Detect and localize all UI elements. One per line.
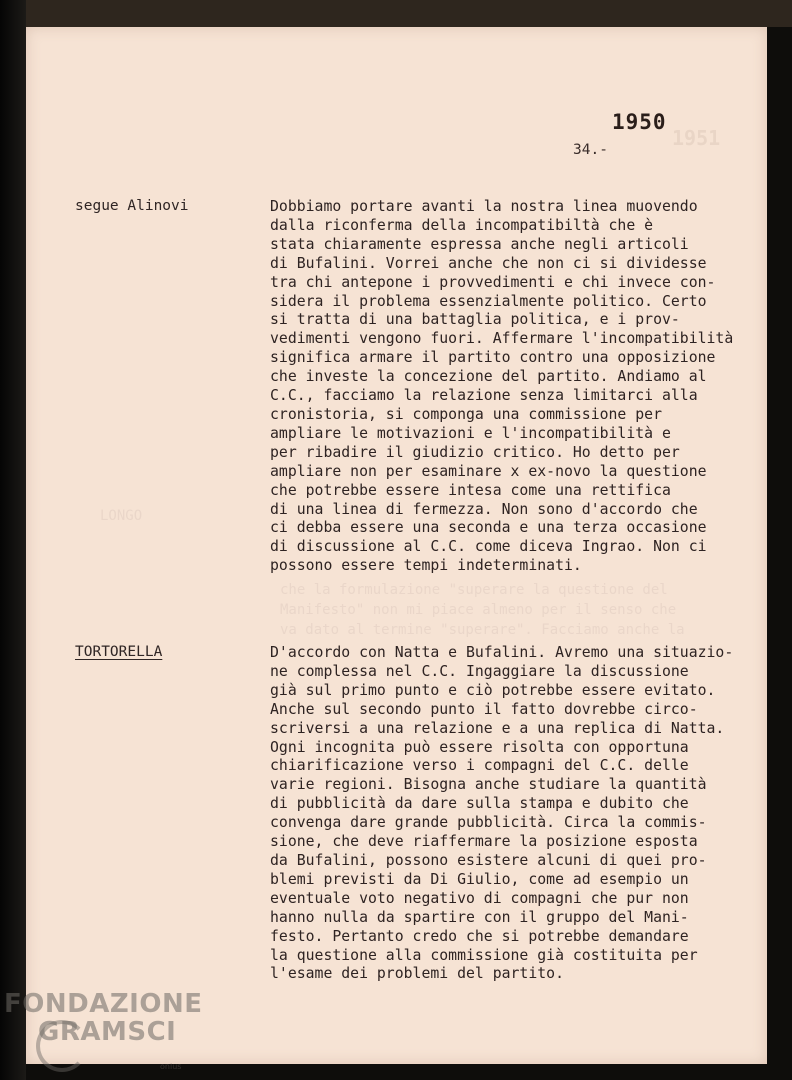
text-line: tra chi antepone i provvedimenti e chi invece con- (270, 273, 716, 291)
text-line: per ribadire il giudizio critico. Ho detto per (270, 443, 680, 461)
text-line: sione, che deve riaffermare la posizione esposta (270, 833, 698, 851)
speech-paragraph (270, 644, 770, 984)
text-line: hanno nulla da spartire con il gruppo del Mani- (270, 908, 689, 926)
speech-paragraph (270, 198, 770, 576)
text-line: possono essere tempi indeterminati. (270, 557, 582, 575)
bleed-through-line: Manifesto" non mi piace almeno per il senso che (280, 602, 677, 618)
document-year: 1950 (612, 110, 667, 134)
text-line: stata chiaramente espressa anche negli articoli (270, 235, 689, 253)
text-line: chiarificazione verso i compagni del C.C. delle (270, 757, 689, 775)
text-line: scriversi a una relazione e a una replica di Natta. (270, 719, 725, 737)
watermark-small: onlus (160, 1062, 182, 1071)
text-line: si tratta di una battaglia politica, e i prov- (270, 311, 680, 329)
text-line: eventuale voto negativo di compagni che pur non (270, 889, 689, 907)
speaker-label: segue Alinovi (75, 198, 189, 214)
text-line: C.C., facciamo la relazione senza limitarci alla (270, 387, 698, 405)
text-line: già sul primo punto e ciò potrebbe essere evitato. (270, 681, 716, 699)
text-line: ci debba essere una seconda e una terza occasione (270, 519, 707, 537)
text-line: Anche sul secondo punto il fatto dovrebbe circo- (270, 700, 698, 718)
text-line: convenga dare grande pubblicità. Circa la commis- (270, 814, 707, 832)
text-line: di pubblicità da dare sulla stampa e dubito che (270, 795, 689, 813)
text-line: di una linea di fermezza. Non sono d'accordo che (270, 500, 698, 518)
text-line: di Bufalini. Vorrei anche che non ci si dividesse (270, 254, 707, 272)
scan-top-edge (26, 0, 792, 27)
text-line: vedimenti vengono fuori. Affermare l'incompatibilità (270, 330, 734, 348)
text-line: ampliare le motivazioni e l'incompatibilità e (270, 424, 671, 442)
text-line: la questione alla commissione già costituita per (270, 946, 698, 964)
text-line: blemi previsti da Di Giulio, come ad esempio un (270, 870, 689, 888)
text-line: di discussione al C.C. come diceva Ingrao. Non ci (270, 538, 707, 556)
watermark-line: FONDAZIONE (4, 989, 203, 1019)
bleed-through-speaker: LONGO (100, 508, 143, 524)
text-line: ne complessa nel C.C. Ingaggiare la discussione (270, 662, 689, 680)
text-line: ampliare non per esaminare x ex-novo la questione (270, 462, 707, 480)
text-line: dalla riconferma della incompatibiltà che è (270, 216, 654, 234)
text-line: D'accordo con Natta e Bufalini. Avremo una situazio- (270, 644, 734, 661)
text-line: da Bufalini, possono esistere alcuni di quei pro- (270, 851, 707, 869)
bleed-through-line: va dato al termine "superare". Facciamo anche la (280, 622, 685, 638)
text-line: cronistoria, si componga una commissione per (270, 405, 662, 423)
text-line: Dobbiamo portare avanti la nostra linea muovendo (270, 198, 698, 215)
text-line: sidera il problema essenzialmente politico. Certo (270, 292, 707, 310)
text-line: Ogni incognita può essere risolta con opportuna (270, 738, 689, 756)
bleed-through-line: che la formulazione "superare la questione del (280, 582, 668, 598)
text-line: varie regioni. Bisogna anche studiare la quantità (270, 776, 707, 794)
speaker-label: TORTORELLA (75, 644, 163, 660)
watermark (4, 990, 202, 1046)
text-line: significa armare il partito contro una opposizione (270, 349, 716, 367)
text-line: che investe la concezione del partito. Andiamo al (270, 368, 707, 386)
page-number: 34.- (573, 142, 608, 158)
watermark-line: GRAMSCI (38, 1017, 177, 1047)
text-line: festo. Pertanto credo che si potrebbe demandare (270, 927, 689, 945)
bleed-through-year: 1951 (672, 126, 721, 150)
scan-edge-shadow (0, 0, 26, 1080)
text-line: che potrebbe essere intesa come una rettifica (270, 481, 671, 499)
text-line: l'esame dei problemi del partito. (270, 965, 564, 983)
